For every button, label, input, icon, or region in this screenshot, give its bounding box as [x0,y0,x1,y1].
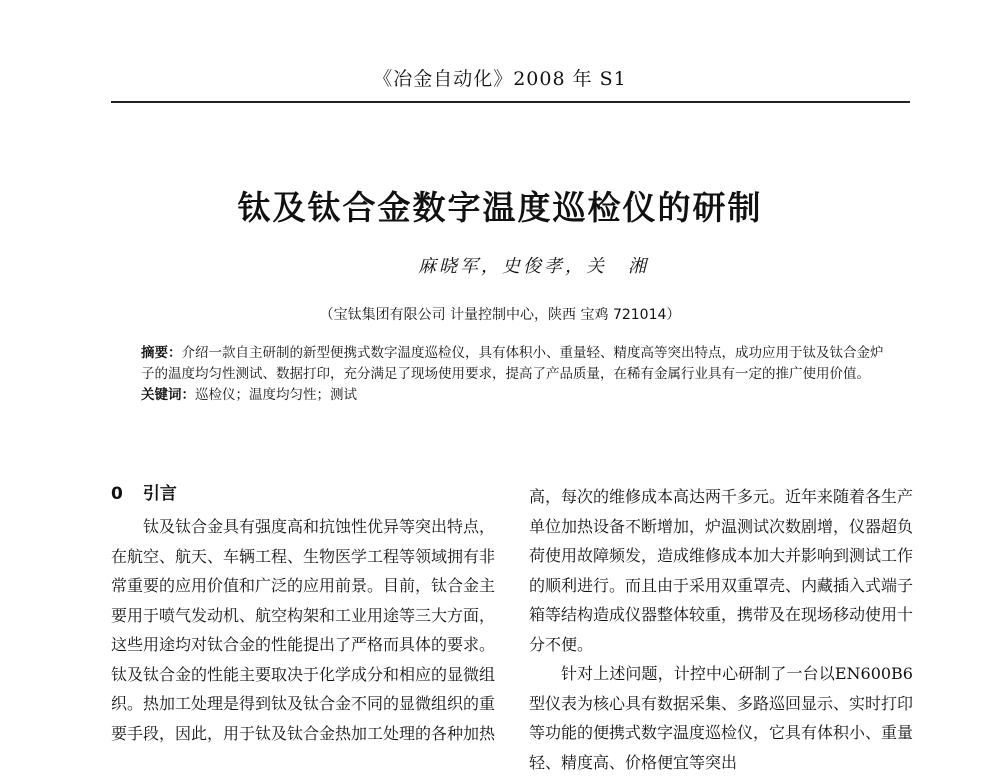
abstract-label: 摘要： [141,345,182,361]
abstract [141,343,891,406]
abstract-text: 介绍一款自主研制的新型便携式数字温度巡检仪，具有体积小、重量轻、精度高等突出特点，成功应用于钛及钛合金炉子的温度均匀性测试、数据打印，充分满足了现场使用要求，提高了产品质量，在稀有金属行业具有一定的推广使用价值。 [141,345,884,382]
affiliation: （宝钛集团有限公司 计量控制中心，陕西 宝鸡 721014） [319,307,681,323]
header-rule [111,101,910,103]
journal-header: 《冶金自动化》2008 年 S1 [373,68,627,90]
paper-title: 钛及钛合金数字温度巡检仪的研制 [237,188,763,227]
body-paragraph-continued: 高，每次的维修成本高达两千多元。近年来随着各生产单位加热设备不断增加，炉温测试次数剧增，仪器超负荷使用故障频发，造成维修成本加大并影响到测试工作的顺利进行。而且由于采用双重罩壳、内藏插入式端子箱等结构造成仪器整体较重，携带及在现场移动使用十分不便。 [529,487,914,654]
keywords-label: 关键词： [141,387,195,403]
section-title: 引言 [142,484,177,504]
section-heading [111,482,495,512]
authors: 麻晓军，史俊孝，关 湘 [418,256,649,277]
right-column [529,482,913,777]
keywords-text: 巡检仪；温度均匀性；测试 [195,387,357,403]
keywords [141,385,891,406]
section-number: 0 [111,484,123,504]
body-paragraph: 钛及钛合金具有强度高和抗蚀性优异等突出特点，在航空、航天、车辆工程、生物医学工程等领域拥有非常重要的应用价值和广泛的应用前景。目前，钛合金主要用于喷气发动机、航空构架和工业用途等三大方面，这些用途均对钛合金的性能提出了严格而具体的要求。钛及钛合金的性能主要取决于化学成分和相应的显微组织。热加工处理是得到钛及钛合金不同的显微组织的重要手段，因此，用于钛及钛合金热加工处理的各种加热 [111,517,496,743]
left-column [111,482,495,748]
abstract-paragraph [141,343,891,385]
body-paragraph: 针对上述问题，计控中心研制了一台以EN600B6 型仪表为核心具有数据采集、多路巡回显示、实时打印等功能的便携式数字温度巡检仪，它具有体积小、重量轻、精度高、价格便宜等突出 [529,664,914,772]
